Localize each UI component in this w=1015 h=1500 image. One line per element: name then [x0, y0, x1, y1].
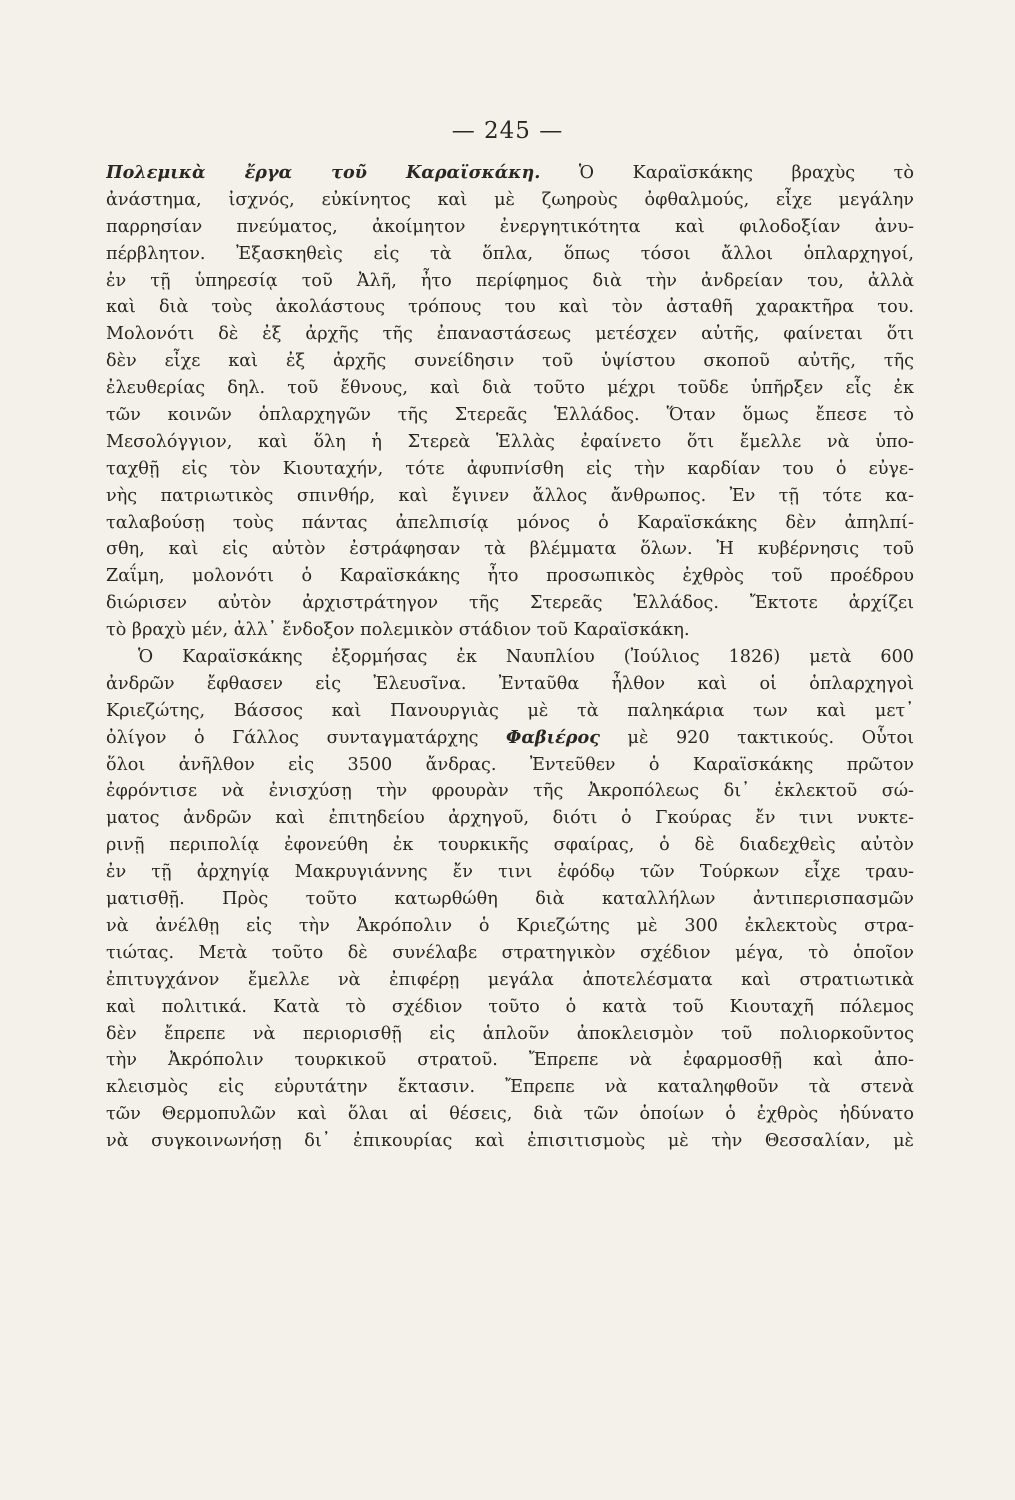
text-run: ὀλίγον ὁ Γάλλος συνταγματάρχης [106, 727, 479, 748]
body-text [106, 160, 914, 1155]
text-line: ματισθῇ. Πρὸς τοῦτο κατωρθώθη διὰ καταλλήλων ἀντιπερισπασμῶν [106, 889, 914, 910]
text-line: καὶ πολιτικά. Κατὰ τὸ σχέδιον τοῦτο ὁ κατὰ τοῦ Κιουταχῆ πόλεμος [106, 996, 914, 1017]
text-line: Ὁ Καραϊσκάκης ἐξορμήσας ἐκ Ναυπλίου (Ἰούλιος 1826) μετὰ 600 [138, 647, 914, 668]
text-line: παρρησίαν πνεύματος, ἀκοίμητον ἐνεργητικότητα καὶ φιλοδοξίαν ἀνυ- [106, 216, 914, 237]
emphasized-name: Φαβιέρος [506, 726, 600, 748]
text-line: ἐφρόντισε νὰ ἐνισχύσῃ τὴν φρουρὰν τῆς Ἀκροπόλεως δι᾽ ἐκλεκτοῦ σώ- [106, 781, 914, 802]
text-run: Ὁ Καραϊσκάκης βραχὺς τὸ [540, 163, 914, 183]
text-line: ἀνδρῶν ἔφθασεν εἰς Ἐλευσῖνα. Ἐνταῦθα ἦλθον καὶ οἱ ὁπλαρχηγοὶ [106, 673, 914, 694]
text-line: νὴς πατριωτικὸς σπινθήρ, καὶ ἔγινεν ἄλλος ἄνθρωπος. Ἐν τῇ τότε κα- [106, 485, 914, 506]
text-line: ταχθῇ εἰς τὸν Κιουταχήν, τότε ἀφυπνίσθη εἰς τὴν καρδίαν του ὁ εὐγε- [106, 458, 914, 479]
text-line: τὸ βραχὺ μέν, ἀλλ᾽ ἔνδοξον πολεμικὸν στάδιον τοῦ Καραϊσκάκη. [106, 620, 690, 641]
text-line [106, 725, 914, 752]
text-line: τὴν Ἀκρόπολιν τουρκικοῦ στρατοῦ. Ἔπρεπε νὰ ἐφαρμοσθῇ καὶ ἀπο- [106, 1050, 914, 1071]
text-line: ἐπιτυγχάνον ἔμελλε νὰ ἐπιφέρῃ μεγάλα ἀποτελέσματα καὶ στρατιωτικὰ [106, 969, 914, 990]
text-line: δὲν ἔπρεπε νὰ περιορισθῇ εἰς ἁπλοῦν ἀποκλεισμὸν τοῦ πολιορκοῦντος [106, 1023, 914, 1044]
page-number: — 245 — [451, 118, 564, 144]
text-line: διώρισεν αὐτὸν ἀρχιστράτηγον τῆς Στερεᾶς Ἑλλάδος. Ἔκτοτε ἀρχίζει [106, 593, 914, 614]
text-line: ἐλευθερίας δηλ. τοῦ ἔθνους, καὶ διὰ τοῦτο μέχρι τοῦδε ὑπῆρξεν εἷς ἐκ [106, 378, 914, 399]
section-heading: Πολεμικὰ ἔργα τοῦ Καραϊσκάκη. [106, 162, 541, 183]
text-line: σθη, καὶ εἰς αὐτὸν ἐστράφησαν τὰ βλέμματα ὅλων. Ἡ κυβέρνησις τοῦ [106, 539, 914, 560]
text-line: νὰ συγκοινωνήσῃ δι᾽ ἐπικουρίας καὶ ἐπισιτισμοὺς μὲ τὴν Θεσσαλίαν, μὲ [106, 1131, 914, 1152]
text-line: Κριεζώτης, Βάσσος καὶ Πανουργιὰς μὲ τὰ παληκάρια των καὶ μετ᾽ [106, 700, 914, 721]
text-line: ἐν τῇ ἀρχηγίᾳ Μακρυγιάννης ἔν τινι ἐφόδῳ τῶν Τούρκων εἶχε τραυ- [106, 862, 914, 883]
text-line: Μεσολόγγιον, καὶ ὅλη ἡ Στερεὰ Ἑλλὰς ἐφαίνετο ὅτι ἔμελλε νὰ ὑπο- [106, 431, 914, 452]
text-line: ρινῇ περιπολίᾳ ἐφονεύθη ἐκ τουρκικῆς σφαίρας, ὁ δὲ διαδεχθεὶς αὐτὸν [106, 835, 914, 856]
text-line: ἐν τῇ ὑπηρεσίᾳ τοῦ Ἀλῆ, ἦτο περίφημος διὰ τὴν ἀνδρείαν του, ἀλλὰ [106, 270, 914, 291]
text-line: τῶν κοινῶν ὁπλαρχηγῶν τῆς Στερεᾶς Ἑλλάδος. Ὅταν ὅμως ἔπεσε τὸ [106, 405, 914, 426]
text-line: ὅλοι ἀνῆλθον εἰς 3500 ἄνδρας. Ἐντεῦθεν ὁ Καραϊσκάκης πρῶτον [106, 754, 914, 775]
text-line [106, 160, 914, 187]
text-line: Μολονότι δὲ ἐξ ἀρχῆς τῆς ἐπαναστάσεως μετέσχεν αὐτῆς, φαίνεται ὅτι [106, 324, 914, 345]
text-run: μὲ 920 τακτικούς. Οὗτοι [599, 727, 914, 748]
text-line: νὰ ἀνέλθῃ εἰς τὴν Ἀκρόπολιν ὁ Κριεζώτης μὲ 300 ἐκλεκτοὺς στρα- [106, 915, 914, 936]
text-line: καὶ διὰ τοὺς ἀκολάστους τρόπους του καὶ τὸν ἀσταθῆ χαρακτῆρα του. [106, 297, 914, 318]
text-line: ταλαβούσῃ τοὺς πάντας ἀπελπισίᾳ μόνος ὁ Καραϊσκάκης δὲν ἀπηλπί- [106, 512, 914, 533]
text-line: τιώτας. Μετὰ τοῦτο δὲ συνέλαβε στρατηγικὸν σχέδιον μέγα, τὸ ὁποῖον [106, 942, 914, 963]
text-line: πέρβλητον. Ἐξασκηθεὶς εἰς τὰ ὅπλα, ὅπως τόσοι ἄλλοι ὁπλαρχηγοί, [106, 243, 914, 264]
text-line: ἀνάστημα, ἰσχνός, εὐκίνητος καὶ μὲ ζωηροὺς ὀφθαλμούς, εἶχε μεγάλην [106, 189, 914, 210]
text-line: τῶν Θερμοπυλῶν καὶ ὅλαι αἱ θέσεις, διὰ τῶν ὁποίων ὁ ἐχθρὸς ἠδύνατο [106, 1104, 914, 1125]
text-line: κλεισμὸς εἰς εὐρυτάτην ἔκτασιν. Ἔπρεπε νὰ καταληφθοῦν τὰ στενὰ [106, 1077, 914, 1098]
text-line: Ζαΐμη, μολονότι ὁ Καραϊσκάκης ἦτο προσωπικὸς ἐχθρὸς τοῦ προέδρου [106, 566, 914, 587]
text-line: δὲν εἶχε καὶ ἐξ ἀρχῆς συνείδησιν τοῦ ὑψίστου σκοποῦ αὐτῆς, τῆς [106, 351, 914, 372]
text-line: ματος ἀνδρῶν καὶ ἐπιτηδείου ἀρχηγοῦ, διότι ὁ Γκούρας ἔν τινι νυκτε- [106, 808, 914, 829]
